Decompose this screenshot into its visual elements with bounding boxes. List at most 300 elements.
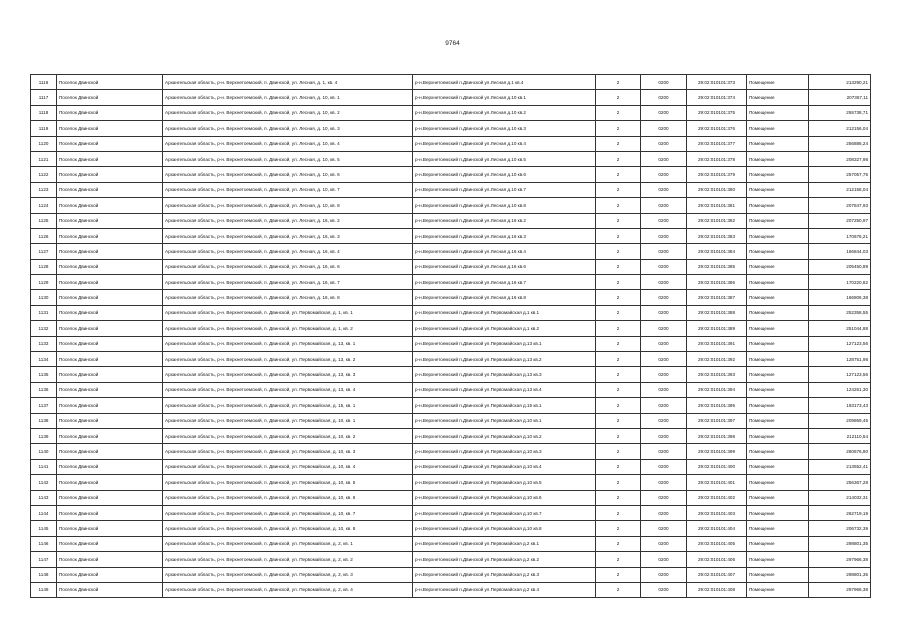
address-cell: Архангельская область, р-н. Верхнетоемский, п. Двинской, ул. Первомайская, д. 1, кв. 2 (163, 321, 413, 336)
object-type-cell: Помещение (747, 182, 809, 197)
address-cell: Архангельская область, р-н. Верхнетоемский, п. Двинской, ул. Первомайская, д. 1, кв. 1 (163, 305, 413, 320)
class-code-cell: 2 (596, 367, 641, 382)
class-code-cell: 2 (596, 244, 641, 259)
table-row (31, 336, 871, 351)
short-address-cell: р-н.Верхнетоемский п.Двинской ул.Первомайская д.2 кв.4 (413, 582, 596, 597)
object-type-cell: Помещение (747, 321, 809, 336)
short-address-cell: р-н.Верхнетоемский п.Двинской ул.Лесная д.10 кв.3 (413, 121, 596, 136)
amount-cell: 297966,38 (809, 552, 871, 567)
object-type-cell: Помещение (747, 475, 809, 490)
row-number: 1143 (31, 490, 57, 505)
amount-cell: 212156,04 (809, 182, 871, 197)
settlement-cell: Поселок Двинской (57, 275, 163, 290)
short-address-cell: р-н.Верхнетоемский п.Двинской ул.Лесная д.10 кв.6 (413, 167, 596, 182)
settlement-cell: Поселок Двинской (57, 136, 163, 151)
class-code-cell: 2 (596, 198, 641, 213)
object-type-cell: Помещение (747, 521, 809, 536)
short-address-cell: р-н.Верхнетоемский п.Двинской ул.Первомайская д.2 кв.1 (413, 536, 596, 551)
settlement-cell: Поселок Двинской (57, 567, 163, 582)
cadastral-number-cell: 29:02:010101:384 (687, 244, 747, 259)
address-cell: Архангельская область, р-н. Верхнетоемский, п. Двинской, ул. Первомайская, д. 13, кв. 1 (163, 336, 413, 351)
settlement-cell: Поселок Двинской (57, 582, 163, 597)
table-row (31, 305, 871, 320)
settlement-cell: Поселок Двинской (57, 521, 163, 536)
class-code-cell: 2 (596, 428, 641, 443)
table-row (31, 505, 871, 520)
class-code-cell: 2 (596, 151, 641, 166)
short-address-cell: р-н.Верхнетоемский п.Двинской ул.Лесная д.10 кв.7 (413, 182, 596, 197)
object-type-cell: Помещение (747, 398, 809, 413)
class-code-cell: 2 (596, 75, 641, 90)
amount-cell: 213290,21 (809, 75, 871, 90)
class-code-cell: 2 (596, 398, 641, 413)
settlement-cell: Поселок Двинской (57, 244, 163, 259)
cadastral-number-cell: 29:02:010101:404 (687, 521, 747, 536)
cadastral-number-cell: 29:02:010101:402 (687, 490, 747, 505)
cadastral-number-cell: 29:02:010101:393 (687, 367, 747, 382)
row-number: 1122 (31, 167, 57, 182)
short-address-cell: р-н.Верхнетоемский п.Двинской ул.Первомайская д.10 кв.7 (413, 505, 596, 520)
table-row (31, 567, 871, 582)
short-address-cell: р-н.Верхнетоемский п.Двинской ул.Первомайская д.13 кв.3 (413, 367, 596, 382)
table-row (31, 75, 871, 90)
amount-cell: 214032,31 (809, 490, 871, 505)
short-address-cell: р-н.Верхнетоемский п.Двинской ул.Лесная д.16 кв.7 (413, 275, 596, 290)
short-address-cell: р-н.Верхнетоемский п.Двинской ул.Лесная д.10 кв.8 (413, 198, 596, 213)
table-row (31, 105, 871, 120)
cadastral-number-cell: 29:02:010101:406 (687, 552, 747, 567)
class-code-cell: 2 (596, 552, 641, 567)
address-cell: Архангельская область, р-н. Верхнетоемский, п. Двинской, ул. Первомайская, д. 13, кв. 4 (163, 382, 413, 397)
short-address-cell: р-н.Верхнетоемский п.Двинской ул.Первомайская д.15 кв.1 (413, 398, 596, 413)
class-code-cell: 2 (596, 136, 641, 151)
table-row (31, 459, 871, 474)
class-code-cell: 2 (596, 90, 641, 105)
row-number: 1130 (31, 290, 57, 305)
row-number: 1149 (31, 582, 57, 597)
cadastral-number-cell: 29:02:010101:399 (687, 444, 747, 459)
table-row (31, 367, 871, 382)
row-number: 1117 (31, 90, 57, 105)
object-type-cell: Помещение (747, 352, 809, 367)
class-code-cell: 2 (596, 475, 641, 490)
amount-cell: 255738,71 (809, 105, 871, 120)
class-code-cell: 2 (596, 505, 641, 520)
settlement-cell: Поселок Двинской (57, 505, 163, 520)
address-cell: Архангельская область, р-н. Верхнетоемский, п. Двинской, ул. Первомайская, д. 10, кв. 1 (163, 413, 413, 428)
code-cell: 0200 (641, 336, 687, 351)
code-cell: 0200 (641, 228, 687, 243)
object-type-cell: Помещение (747, 167, 809, 182)
cadastral-number-cell: 29:02:010101:407 (687, 567, 747, 582)
table-body (31, 75, 871, 598)
settlement-cell: Поселок Двинской (57, 382, 163, 397)
cadastral-number-cell: 29:02:010101:389 (687, 321, 747, 336)
code-cell: 0200 (641, 290, 687, 305)
row-number: 1144 (31, 505, 57, 520)
code-cell: 0200 (641, 567, 687, 582)
amount-cell: 208327,98 (809, 151, 871, 166)
row-number: 1135 (31, 367, 57, 382)
amount-cell: 207250,97 (809, 213, 871, 228)
code-cell: 0200 (641, 75, 687, 90)
address-cell: Архангельская область, р-н. Верхнетоемский, п. Двинской, ул. Первомайская, д. 2, кв. 1 (163, 536, 413, 551)
table-row (31, 151, 871, 166)
class-code-cell: 2 (596, 228, 641, 243)
table-row (31, 352, 871, 367)
row-number: 1134 (31, 352, 57, 367)
page-number: 9764 (445, 40, 460, 47)
settlement-cell: Поселок Двинской (57, 290, 163, 305)
short-address-cell: р-н.Верхнетоемский п.Двинской ул.Первомайская д.10 кв.6 (413, 490, 596, 505)
code-cell: 0200 (641, 352, 687, 367)
table-row (31, 552, 871, 567)
row-number: 1141 (31, 459, 57, 474)
class-code-cell: 2 (596, 352, 641, 367)
cadastral-number-cell: 29:02:010101:379 (687, 167, 747, 182)
amount-cell: 209869,45 (809, 413, 871, 428)
row-number: 1138 (31, 413, 57, 428)
object-type-cell: Помещение (747, 136, 809, 151)
object-type-cell: Помещение (747, 259, 809, 274)
code-cell: 0200 (641, 428, 687, 443)
code-cell: 0200 (641, 244, 687, 259)
row-number: 1142 (31, 475, 57, 490)
amount-cell: 213552,41 (809, 459, 871, 474)
object-type-cell: Помещение (747, 428, 809, 443)
cadastral-number-cell: 29:02:010101:388 (687, 305, 747, 320)
class-code-cell: 2 (596, 290, 641, 305)
class-code-cell: 2 (596, 382, 641, 397)
table-row (31, 475, 871, 490)
amount-cell: 205450,89 (809, 259, 871, 274)
code-cell: 0200 (641, 505, 687, 520)
class-code-cell: 2 (596, 536, 641, 551)
short-address-cell: р-н.Верхнетоемский п.Двинской ул.Первомайская д.1 кв.1 (413, 305, 596, 320)
table-row (31, 321, 871, 336)
address-cell: Архангельская область, р-н. Верхнетоемский, п. Двинской, ул. Лесная, д. 10, кв. 2 (163, 105, 413, 120)
settlement-cell: Поселок Двинской (57, 475, 163, 490)
row-number: 1146 (31, 536, 57, 551)
settlement-cell: Поселок Двинской (57, 151, 163, 166)
object-type-cell: Помещение (747, 459, 809, 474)
cadastral-number-cell: 29:02:010101:394 (687, 382, 747, 397)
amount-cell: 124261,30 (809, 382, 871, 397)
short-address-cell: р-н.Верхнетоемский п.Двинской ул.Первомайская д.13 кв.2 (413, 352, 596, 367)
table-row (31, 582, 871, 597)
object-type-cell: Помещение (747, 505, 809, 520)
short-address-cell: р-н.Верхнетоемский п.Двинской ул.Лесная д.16 кв.4 (413, 244, 596, 259)
short-address-cell: р-н.Верхнетоемский п.Двинской ул.Первомайская д.1 кв.2 (413, 321, 596, 336)
short-address-cell: р-н.Верхнетоемский п.Двинской ул.Лесная д.10 кв.5 (413, 151, 596, 166)
cadastral-number-cell: 29:02:010101:385 (687, 259, 747, 274)
object-type-cell: Помещение (747, 582, 809, 597)
row-number: 1121 (31, 151, 57, 166)
amount-cell: 262719,19 (809, 505, 871, 520)
code-cell: 0200 (641, 413, 687, 428)
row-number: 1132 (31, 321, 57, 336)
object-type-cell: Помещение (747, 413, 809, 428)
class-code-cell: 2 (596, 182, 641, 197)
settlement-cell: Поселок Двинской (57, 198, 163, 213)
settlement-cell: Поселок Двинской (57, 228, 163, 243)
class-code-cell: 2 (596, 321, 641, 336)
object-type-cell: Помещение (747, 444, 809, 459)
object-type-cell: Помещение (747, 105, 809, 120)
amount-cell: 256367,28 (809, 475, 871, 490)
object-type-cell: Помещение (747, 290, 809, 305)
address-cell: Архангельская область, р-н. Верхнетоемский, п. Двинской, ул. Первомайская, д. 10, кв. 5 (163, 475, 413, 490)
row-number: 1124 (31, 198, 57, 213)
short-address-cell: р-н.Верхнетоемский п.Двинской ул.Первомайская д.10 кв.4 (413, 459, 596, 474)
table-row (31, 167, 871, 182)
settlement-cell: Поселок Двинской (57, 167, 163, 182)
cadastral-number-cell: 29:02:010101:408 (687, 582, 747, 597)
short-address-cell: р-н.Верхнетоемский п.Двинской ул.Первомайская д.10 кв.5 (413, 475, 596, 490)
code-cell: 0200 (641, 321, 687, 336)
object-type-cell: Помещение (747, 552, 809, 567)
settlement-cell: Поселок Двинской (57, 398, 163, 413)
amount-cell: 212156,04 (809, 121, 871, 136)
table-row (31, 444, 871, 459)
cadastral-number-cell: 29:02:010101:398 (687, 428, 747, 443)
short-address-cell: р-н.Верхнетоемский п.Двинской ул.Лесная д.10 кв.2 (413, 105, 596, 120)
amount-cell: 252358,55 (809, 305, 871, 320)
settlement-cell: Поселок Двинской (57, 352, 163, 367)
row-number: 1137 (31, 398, 57, 413)
settlement-cell: Поселок Двинской (57, 336, 163, 351)
class-code-cell: 2 (596, 521, 641, 536)
amount-cell: 170676,21 (809, 228, 871, 243)
address-cell: Архангельская область, р-н. Верхнетоемский, п. Двинской, ул. Первомайская, д. 10, кв. 7 (163, 505, 413, 520)
cadastral-number-cell: 29:02:010101:395 (687, 398, 747, 413)
short-address-cell: р-н.Верхнетоемский п.Двинской ул.Лесная д.16 кв.2 (413, 213, 596, 228)
short-address-cell: р-н.Верхнетоемский п.Двинской ул.Лесная д.16 кв.8 (413, 290, 596, 305)
table-row (31, 413, 871, 428)
class-code-cell: 2 (596, 336, 641, 351)
address-cell: Архангельская область, р-н. Верхнетоемский, п. Двинской, ул. Лесная, д. 1, кв. 4 (163, 75, 413, 90)
address-cell: Архангельская область, р-н. Верхнетоемский, п. Двинской, ул. Первомайская, д. 13, кв. 3 (163, 367, 413, 382)
table-row (31, 275, 871, 290)
object-type-cell: Помещение (747, 382, 809, 397)
amount-cell: 251044,88 (809, 321, 871, 336)
settlement-cell: Поселок Двинской (57, 121, 163, 136)
table-row (31, 198, 871, 213)
amount-cell: 298801,35 (809, 567, 871, 582)
row-number: 1128 (31, 259, 57, 274)
table-row (31, 521, 871, 536)
class-code-cell: 2 (596, 444, 641, 459)
table-row (31, 90, 871, 105)
object-type-cell: Помещение (747, 213, 809, 228)
address-cell: Архангельская область, р-н. Верхнетоемский, п. Двинской, ул. Первомайская, д. 15, кв. 1 (163, 398, 413, 413)
code-cell: 0200 (641, 475, 687, 490)
cadastral-number-cell: 29:02:010101:374 (687, 90, 747, 105)
table-row (31, 244, 871, 259)
code-cell: 0200 (641, 105, 687, 120)
table-row (31, 428, 871, 443)
table-row (31, 490, 871, 505)
row-number: 1120 (31, 136, 57, 151)
address-cell: Архангельская область, р-н. Верхнетоемский, п. Двинской, ул. Первомайская, д. 10, кв. 4 (163, 459, 413, 474)
row-number: 1119 (31, 121, 57, 136)
amount-cell: 257057,75 (809, 167, 871, 182)
settlement-cell: Поселок Двинской (57, 367, 163, 382)
code-cell: 0200 (641, 536, 687, 551)
address-cell: Архангельская область, р-н. Верхнетоемский, п. Двинской, ул. Лесная, д. 10, кв. 1 (163, 90, 413, 105)
cadastral-number-cell: 29:02:010101:376 (687, 121, 747, 136)
short-address-cell: р-н.Верхнетоемский п.Двинской ул.Первомайская д.2 кв.2 (413, 552, 596, 567)
short-address-cell: р-н.Верхнетоемский п.Двинской ул.Первомайская д.13 кв.1 (413, 336, 596, 351)
cadastral-number-cell: 29:02:010101:405 (687, 536, 747, 551)
address-cell: Архангельская область, р-н. Верхнетоемский, п. Двинской, ул. Лесная, д. 16, кв. 2 (163, 213, 413, 228)
row-number: 1133 (31, 336, 57, 351)
cadastral-number-cell: 29:02:010101:381 (687, 198, 747, 213)
amount-cell: 297966,38 (809, 582, 871, 597)
amount-cell: 193173,43 (809, 398, 871, 413)
address-cell: Архангельская область, р-н. Верхнетоемский, п. Двинской, ул. Первомайская, д. 2, кв. 2 (163, 552, 413, 567)
cadastral-number-cell: 29:02:010101:375 (687, 105, 747, 120)
short-address-cell: р-н.Верхнетоемский п.Двинской ул.Первомайская д.13 кв.4 (413, 382, 596, 397)
object-type-cell: Помещение (747, 536, 809, 551)
short-address-cell: р-н.Верхнетоемский п.Двинской ул.Лесная д.16 кв.3 (413, 228, 596, 243)
code-cell: 0200 (641, 198, 687, 213)
object-type-cell: Помещение (747, 336, 809, 351)
amount-cell: 170220,82 (809, 275, 871, 290)
table-row (31, 536, 871, 551)
cadastral-number-cell: 29:02:010101:391 (687, 336, 747, 351)
settlement-cell: Поселок Двинской (57, 536, 163, 551)
table-row (31, 382, 871, 397)
class-code-cell: 2 (596, 413, 641, 428)
address-cell: Архангельская область, р-н. Верхнетоемский, п. Двинской, ул. Первомайская, д. 13, кв. 2 (163, 352, 413, 367)
table-row (31, 182, 871, 197)
class-code-cell: 2 (596, 582, 641, 597)
object-type-cell: Помещение (747, 305, 809, 320)
address-cell: Архангельская область, р-н. Верхнетоемский, п. Двинской, ул. Лесная, д. 10, кв. 3 (163, 121, 413, 136)
code-cell: 0200 (641, 121, 687, 136)
short-address-cell: р-н.Верхнетоемский п.Двинской ул.Первомайская д.10 кв.1 (413, 413, 596, 428)
class-code-cell: 2 (596, 567, 641, 582)
code-cell: 0200 (641, 582, 687, 597)
class-code-cell: 2 (596, 167, 641, 182)
address-cell: Архангельская область, р-н. Верхнетоемский, п. Двинской, ул. Первомайская, д. 10, кв. 6 (163, 490, 413, 505)
code-cell: 0200 (641, 151, 687, 166)
table-row (31, 290, 871, 305)
code-cell: 0200 (641, 459, 687, 474)
address-cell: Архангельская область, р-н. Верхнетоемский, п. Двинской, ул. Лесная, д. 16, кв. 7 (163, 275, 413, 290)
settlement-cell: Поселок Двинской (57, 305, 163, 320)
object-type-cell: Помещение (747, 228, 809, 243)
code-cell: 0200 (641, 136, 687, 151)
row-number: 1148 (31, 567, 57, 582)
cadastral-number-cell: 29:02:010101:401 (687, 475, 747, 490)
code-cell: 0200 (641, 367, 687, 382)
amount-cell: 207847,93 (809, 198, 871, 213)
row-number: 1131 (31, 305, 57, 320)
object-type-cell: Помещение (747, 121, 809, 136)
object-type-cell: Помещение (747, 90, 809, 105)
row-number: 1118 (31, 105, 57, 120)
short-address-cell: р-н.Верхнетоемский п.Двинской ул.Первомайская д.2 кв.3 (413, 567, 596, 582)
address-cell: Архангельская область, р-н. Верхнетоемский, п. Двинской, ул. Первомайская, д. 10, кв. 3 (163, 444, 413, 459)
short-address-cell: р-н.Верхнетоемский п.Двинской ул.Лесная д.16 кв.6 (413, 259, 596, 274)
class-code-cell: 2 (596, 305, 641, 320)
row-number: 1116 (31, 75, 57, 90)
cadastral-number-cell: 29:02:010101:380 (687, 182, 747, 197)
cadastral-number-cell: 29:02:010101:386 (687, 275, 747, 290)
code-cell: 0200 (641, 521, 687, 536)
class-code-cell: 2 (596, 259, 641, 274)
row-number: 1139 (31, 428, 57, 443)
code-cell: 0200 (641, 382, 687, 397)
table-row (31, 398, 871, 413)
class-code-cell: 2 (596, 459, 641, 474)
short-address-cell: р-н.Верхнетоемский п.Двинской ул.Первомайская д.10 кв.3 (413, 444, 596, 459)
short-address-cell: р-н.Верхнетоемский п.Двинской ул.Лесная д.10 кв.1 (413, 90, 596, 105)
object-type-cell: Помещение (747, 367, 809, 382)
address-cell: Архангельская область, р-н. Верхнетоемский, п. Двинской, ул. Первомайская, д. 10, кв. 8 (163, 521, 413, 536)
cadastral-number-cell: 29:02:010101:387 (687, 290, 747, 305)
settlement-cell: Поселок Двинской (57, 90, 163, 105)
settlement-cell: Поселок Двинской (57, 428, 163, 443)
object-type-cell: Помещение (747, 151, 809, 166)
amount-cell: 207367,11 (809, 90, 871, 105)
cadastral-number-cell: 29:02:010101:378 (687, 151, 747, 166)
cadastral-number-cell: 29:02:010101:403 (687, 505, 747, 520)
code-cell: 0200 (641, 305, 687, 320)
address-cell: Архангельская область, р-н. Верхнетоемский, п. Двинской, ул. Первомайская, д. 10, кв. 2 (163, 428, 413, 443)
code-cell: 0200 (641, 259, 687, 274)
address-cell: Архангельская область, р-н. Верхнетоемский, п. Двинской, ул. Лесная, д. 10, кв. 4 (163, 136, 413, 151)
cadastral-number-cell: 29:02:010101:400 (687, 459, 747, 474)
table-row (31, 121, 871, 136)
code-cell: 0200 (641, 275, 687, 290)
code-cell: 0200 (641, 552, 687, 567)
row-number: 1147 (31, 552, 57, 567)
object-type-cell: Помещение (747, 75, 809, 90)
amount-cell: 256886,24 (809, 136, 871, 151)
class-code-cell: 2 (596, 213, 641, 228)
short-address-cell: р-н.Верхнетоемский п.Двинской ул.Первомайская д.10 кв.2 (413, 428, 596, 443)
code-cell: 0200 (641, 444, 687, 459)
table-row (31, 213, 871, 228)
cadastral-number-cell: 29:02:010101:397 (687, 413, 747, 428)
amount-cell: 127123,56 (809, 367, 871, 382)
amount-cell: 212110,54 (809, 428, 871, 443)
table-row (31, 136, 871, 151)
settlement-cell: Поселок Двинской (57, 552, 163, 567)
settlement-cell: Поселок Двинской (57, 413, 163, 428)
amount-cell: 166806,38 (809, 290, 871, 305)
address-cell: Архангельская область, р-н. Верхнетоемский, п. Двинской, ул. Лесная, д. 10, кв. 8 (163, 198, 413, 213)
address-cell: Архангельская область, р-н. Верхнетоемский, п. Двинской, ул. Лесная, д. 10, кв. 6 (163, 167, 413, 182)
row-number: 1126 (31, 228, 57, 243)
amount-cell: 166844,03 (809, 244, 871, 259)
row-number: 1145 (31, 521, 57, 536)
cadastral-number-cell: 29:02:010101:392 (687, 352, 747, 367)
row-number: 1123 (31, 182, 57, 197)
object-type-cell: Помещение (747, 244, 809, 259)
address-cell: Архангельская область, р-н. Верхнетоемский, п. Двинской, ул. Лесная, д. 16, кв. 8 (163, 290, 413, 305)
code-cell: 0200 (641, 90, 687, 105)
settlement-cell: Поселок Двинской (57, 321, 163, 336)
code-cell: 0200 (641, 490, 687, 505)
table-row (31, 259, 871, 274)
code-cell: 0200 (641, 167, 687, 182)
settlement-cell: Поселок Двинской (57, 213, 163, 228)
row-number: 1140 (31, 444, 57, 459)
